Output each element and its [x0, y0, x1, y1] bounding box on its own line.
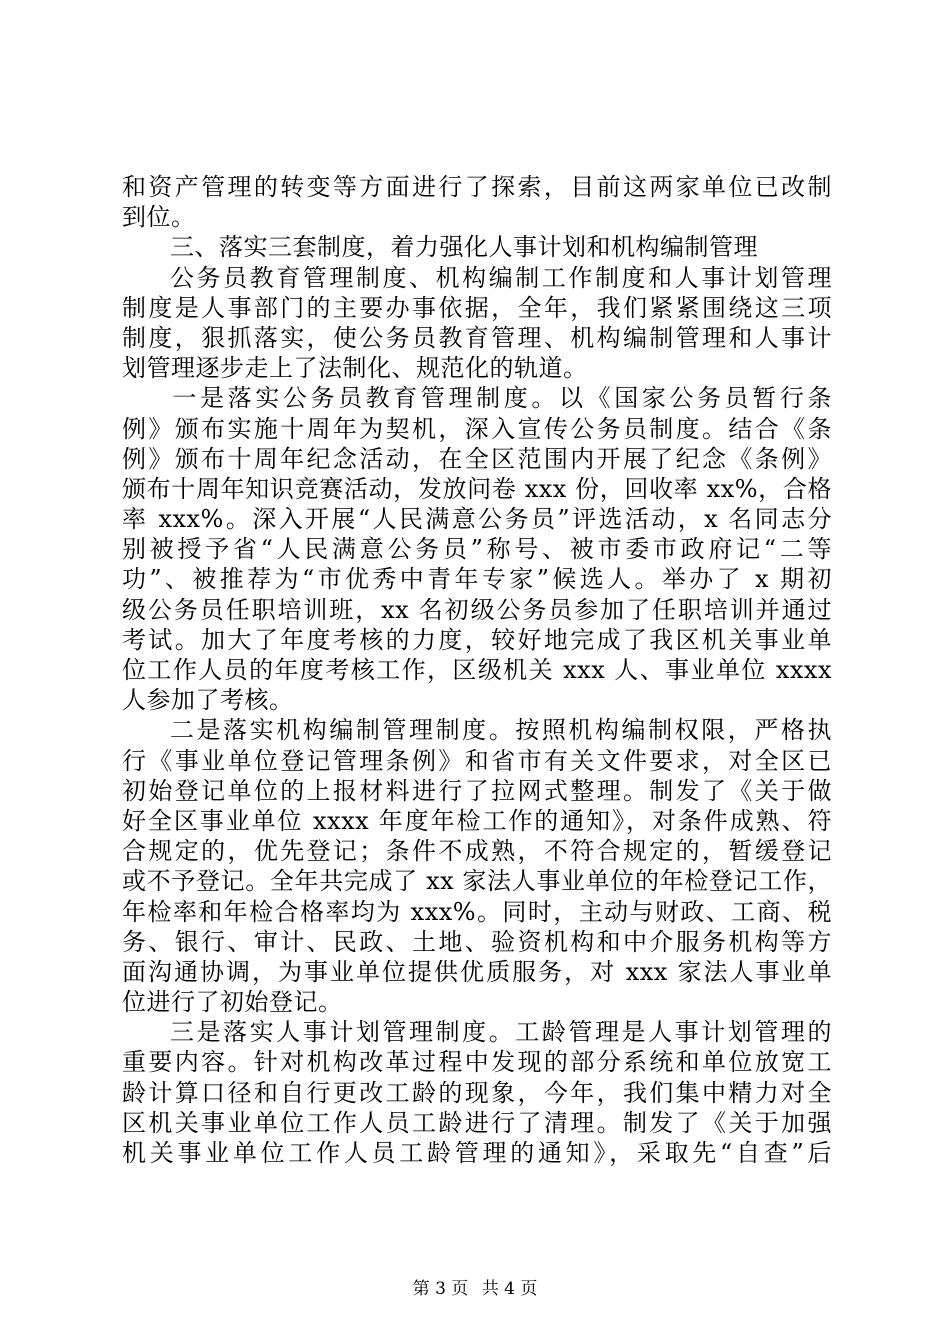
- text-line: 或不予登记。全年共完成了 xx 家法人事业单位的年检登记工作，: [122, 867, 832, 896]
- text-line: 重要内容。针对机构改革过程中发现的部分系统和单位放宽工: [122, 1048, 832, 1077]
- text-line: 制度是人事部门的主要办事依据，全年，我们紧紧围绕这三项: [122, 293, 832, 322]
- text-line: 和资产管理的转变等方面进行了探索，目前这两家单位已改制: [122, 173, 832, 201]
- document-body: [122, 172, 832, 1168]
- text-line: 位工作人员的年度考核工作，区级机关 xxx 人、事业单位 xxxx: [122, 656, 832, 684]
- text-line: 到位。: [122, 203, 196, 232]
- text-line: 面沟通协调，为事业单位提供优质服务，对 xxx 家法人事业单: [122, 957, 832, 986]
- text-line: 颁布十周年知识竞赛活动，发放问卷 xxx 份，回收率 xx%，合格: [122, 474, 832, 503]
- text-line: 龄计算口径和自行更改工龄的现象，今年，我们集中精力对全: [122, 1078, 832, 1107]
- text-line: 好全区事业单位 xxxx 年度年检工作的通知》，对条件成熟、符: [122, 806, 832, 835]
- text-line: 初始登记单位的上报材料进行了拉网式整理。制发了《关于做: [122, 776, 832, 805]
- text-line: 行《事业单位登记管理条例》和省市有关文件要求，对全区已: [122, 746, 832, 775]
- text-line: 区机关事业单位工作人员工龄进行了清理。制发了《关于加强: [122, 1108, 832, 1137]
- text-line: 二是落实机构编制管理制度。按照机构编制权限，严格执: [170, 716, 832, 745]
- text-line: 三、落实三套制度，着力强化人事计划和机构编制管理: [170, 233, 758, 262]
- text-line: 率 xxx%。深入开展“人民满意公务员”评选活动，x 名同志分: [122, 505, 832, 534]
- text-line: 三是落实人事计划管理制度。工龄管理是人事计划管理的: [170, 1018, 832, 1047]
- text-line: 制度，狠抓落实，使公务员教育管理、机构编制管理和人事计: [122, 323, 832, 352]
- text-line: 机关事业单位工作人员工龄管理的通知》，采取先“自查”后: [122, 1139, 832, 1167]
- text-line: 合规定的，优先登记；条件不成熟，不符合规定的，暂缓登记: [122, 837, 832, 866]
- text-line: 例》颁布十周年纪念活动，在全区范围内开展了纪念《条例》: [122, 444, 832, 473]
- text-line: 别被授予省“人民满意公务员”称号、被市委市政府记“二等: [122, 535, 832, 564]
- text-line: 划管理逐步走上了法制化、规范化的轨道。: [122, 354, 588, 383]
- text-line: 位进行了初始登记。: [122, 988, 343, 1017]
- page-number: 第 3 页: [412, 1279, 469, 1299]
- text-line: 年检率和年检合格率均为 xxx%。同时，主动与财政、工商、税: [122, 897, 832, 926]
- text-line: 务、银行、审计、民政、土地、验资机构和中介服务机构等方: [122, 927, 832, 956]
- text-line: 考试。加大了年度考核的力度，较好地完成了我区机关事业单: [122, 625, 832, 654]
- text-line: 级公务员任职培训班，xx 名初级公务员参加了任职培训并通过: [122, 595, 832, 624]
- page-footer: [0, 1274, 950, 1299]
- text-line: 功”、被推荐为“市优秀中青年专家”候选人。举办了 x 期初: [122, 565, 832, 594]
- text-line: 一是落实公务员教育管理制度。以《国家公务员暂行条: [172, 384, 832, 413]
- text-line: 人参加了考核。: [122, 686, 294, 715]
- text-line: 公务员教育管理制度、机构编制工作制度和人事计划管理: [170, 263, 832, 292]
- text-line: 例》颁布实施十周年为契机，深入宣传公务员制度。结合《条: [122, 414, 832, 443]
- page-total: 共 4 页: [481, 1279, 538, 1299]
